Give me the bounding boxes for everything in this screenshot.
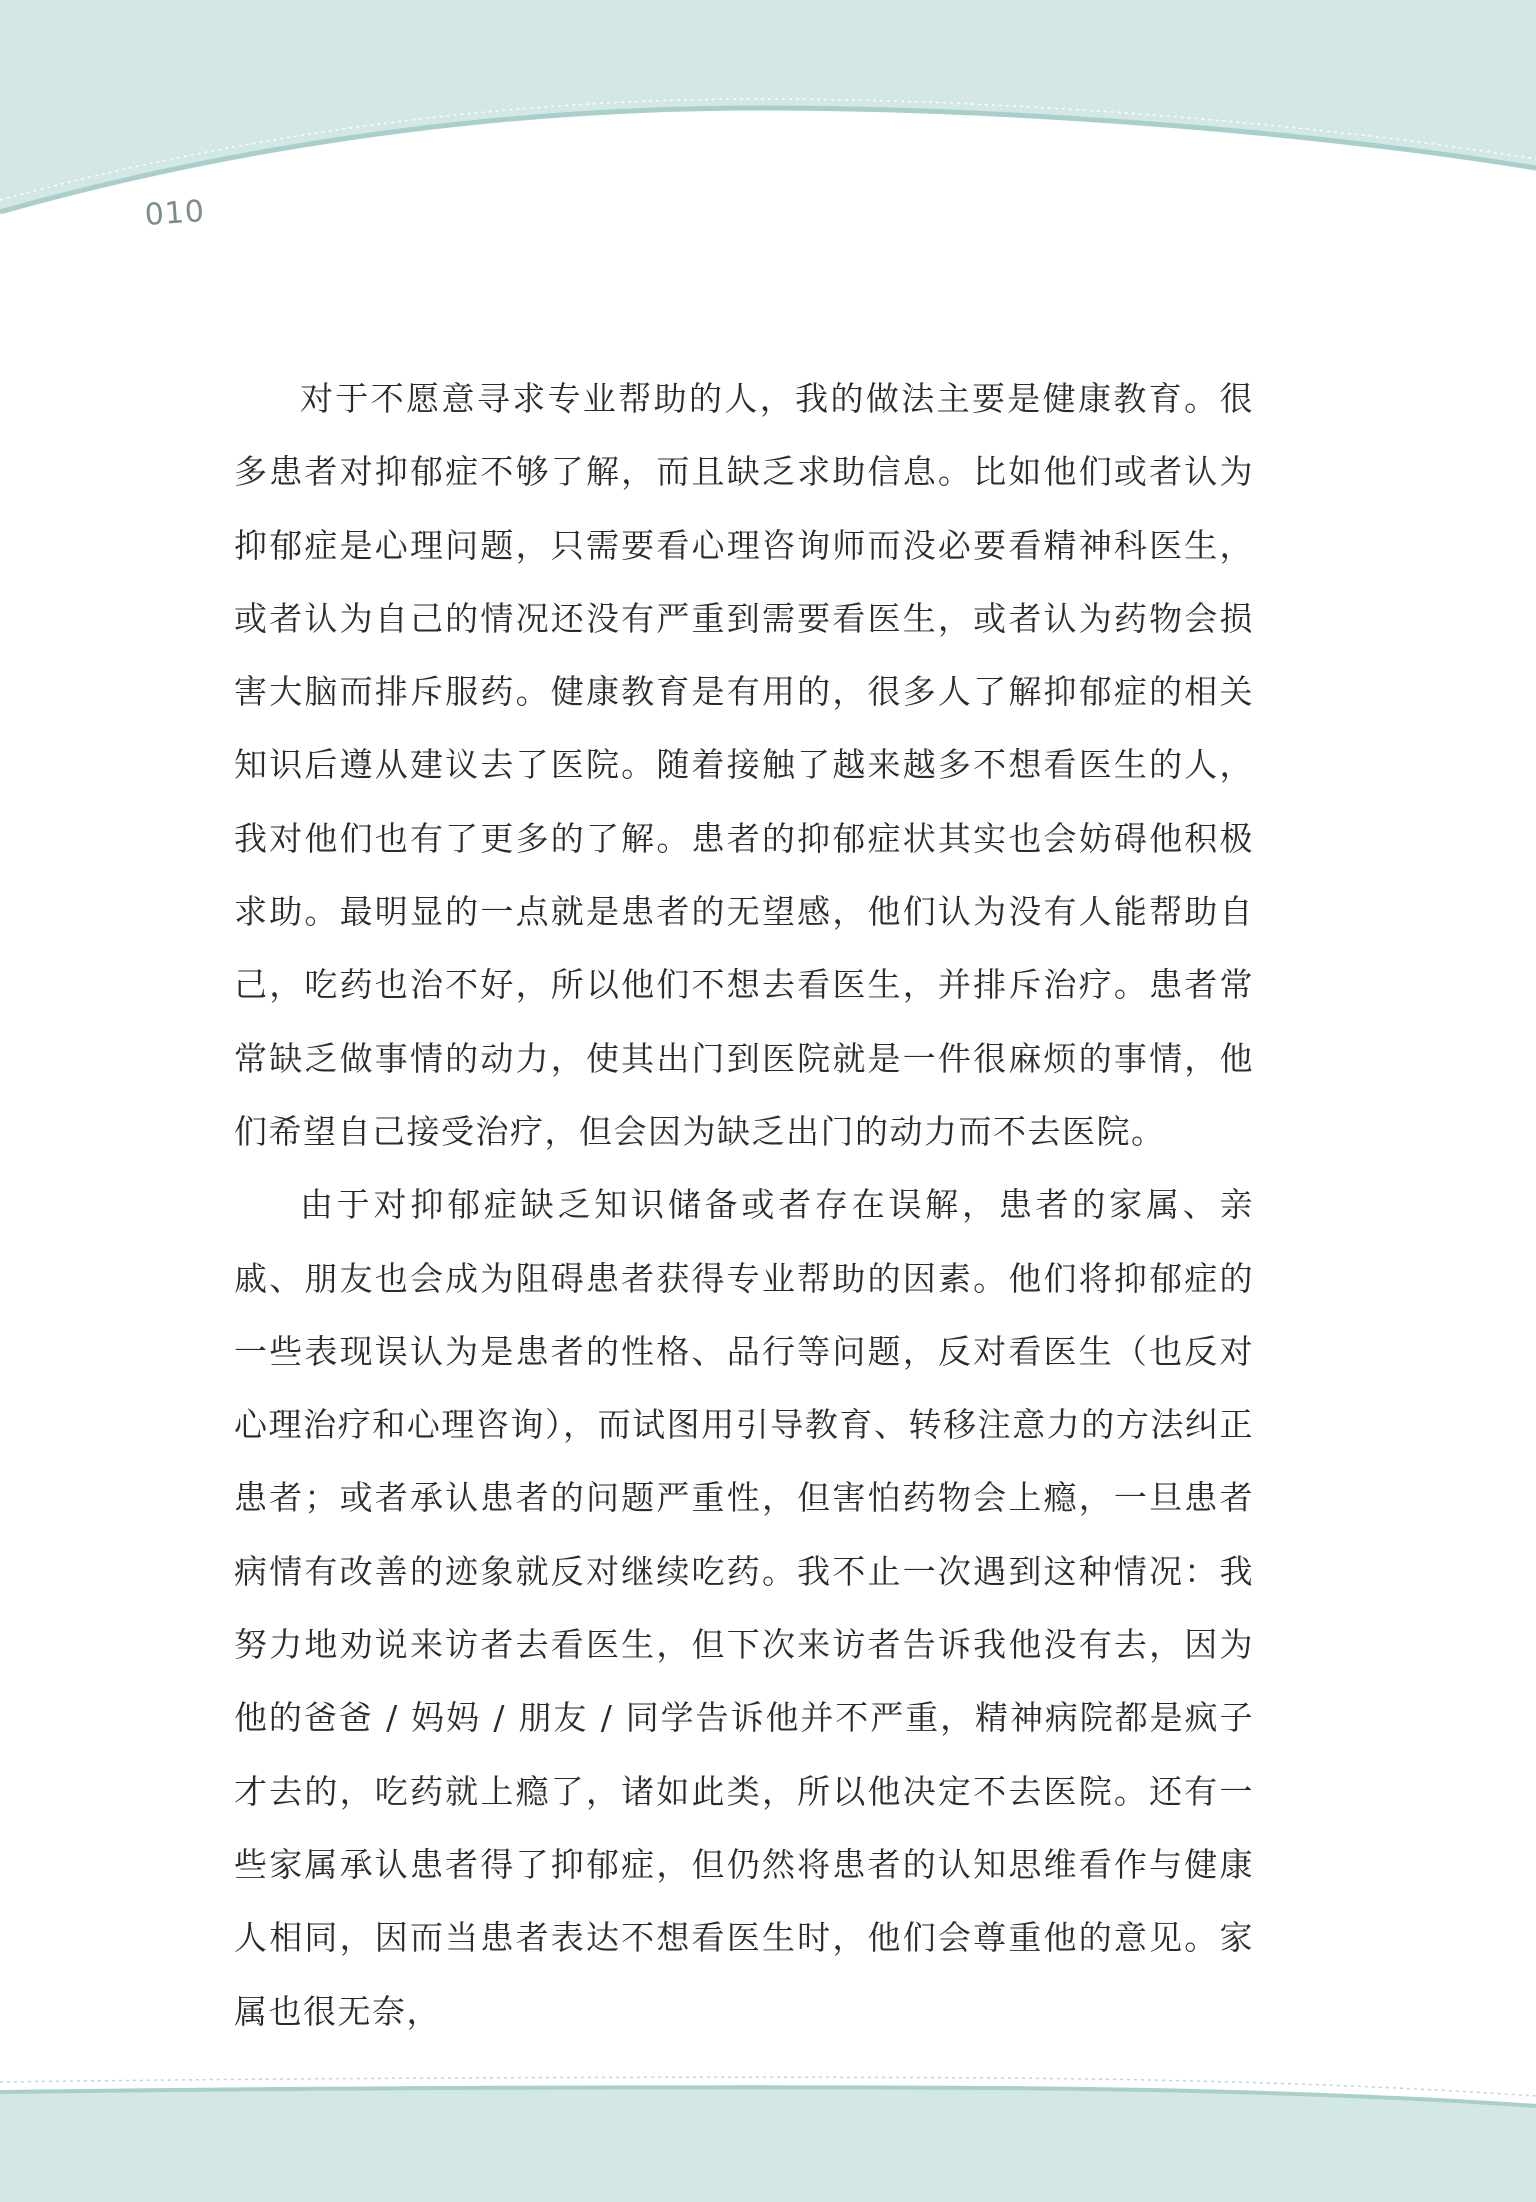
body-text <box>234 362 1254 2048</box>
top-decorative-band <box>0 0 1536 240</box>
page-number: 010 <box>143 193 207 233</box>
paragraph-1: 对于不愿意寻求专业帮助的人，我的做法主要是健康教育。很多患者对抑郁症不够了解，而且缺乏求助信息。比如他们或者认为抑郁症是心理问题，只需要看心理咨询师而没必要看精神科医生，或者认为自己的情况还没有严重到需要看医生，或者认为药物会损害大脑而排斥服药。健康教育是有用的，很多人了解抑郁症的相关知识后遵从建议去了医院。随着接触了越来越多不想看医生的人，我对他们也有了更多的了解。患者的抑郁症状其实也会妨碍他积极求助。最明显的一点就是患者的无望感，他们认为没有人能帮助自己，吃药也治不好，所以他们不想去看医生，并排斥治疗。患者常常缺乏做事情的动力，使其出门到医院就是一件很麻烦的事情，他们希望自己接受治疗，但会因为缺乏出门的动力而不去医院。 <box>234 379 1254 1151</box>
bottom-decorative-band <box>0 2052 1536 2202</box>
paragraph-2: 由于对抑郁症缺乏知识储备或者存在误解，患者的家属、亲戚、朋友也会成为阻碍患者获得专业帮助的因素。他们将抑郁症的一些表现误认为是患者的性格、品行等问题，反对看医生（也反对心理治疗和心理咨询），而试图用引导教育、转移注意力的方法纠正患者；或者承认患者的问题严重性，但害怕药物会上瘾，一旦患者病情有改善的迹象就反对继续吃药。我不止一次遇到这种情况：我努力地劝说来访者去看医生，但下次来访者告诉我他没有去，因为他的爸爸 / 妈妈 / 朋友 / 同学告诉他并不严重，精神病院都是疯子才去的，吃药就上瘾了，诸如此类，所以他决定不去医院。还有一些家属承认患者得了抑郁症，但仍然将患者的认知思维看作与健康人相同，因而当患者表达不想看医生时，他们会尊重他的意见。家属也很无奈， <box>234 1185 1254 2031</box>
